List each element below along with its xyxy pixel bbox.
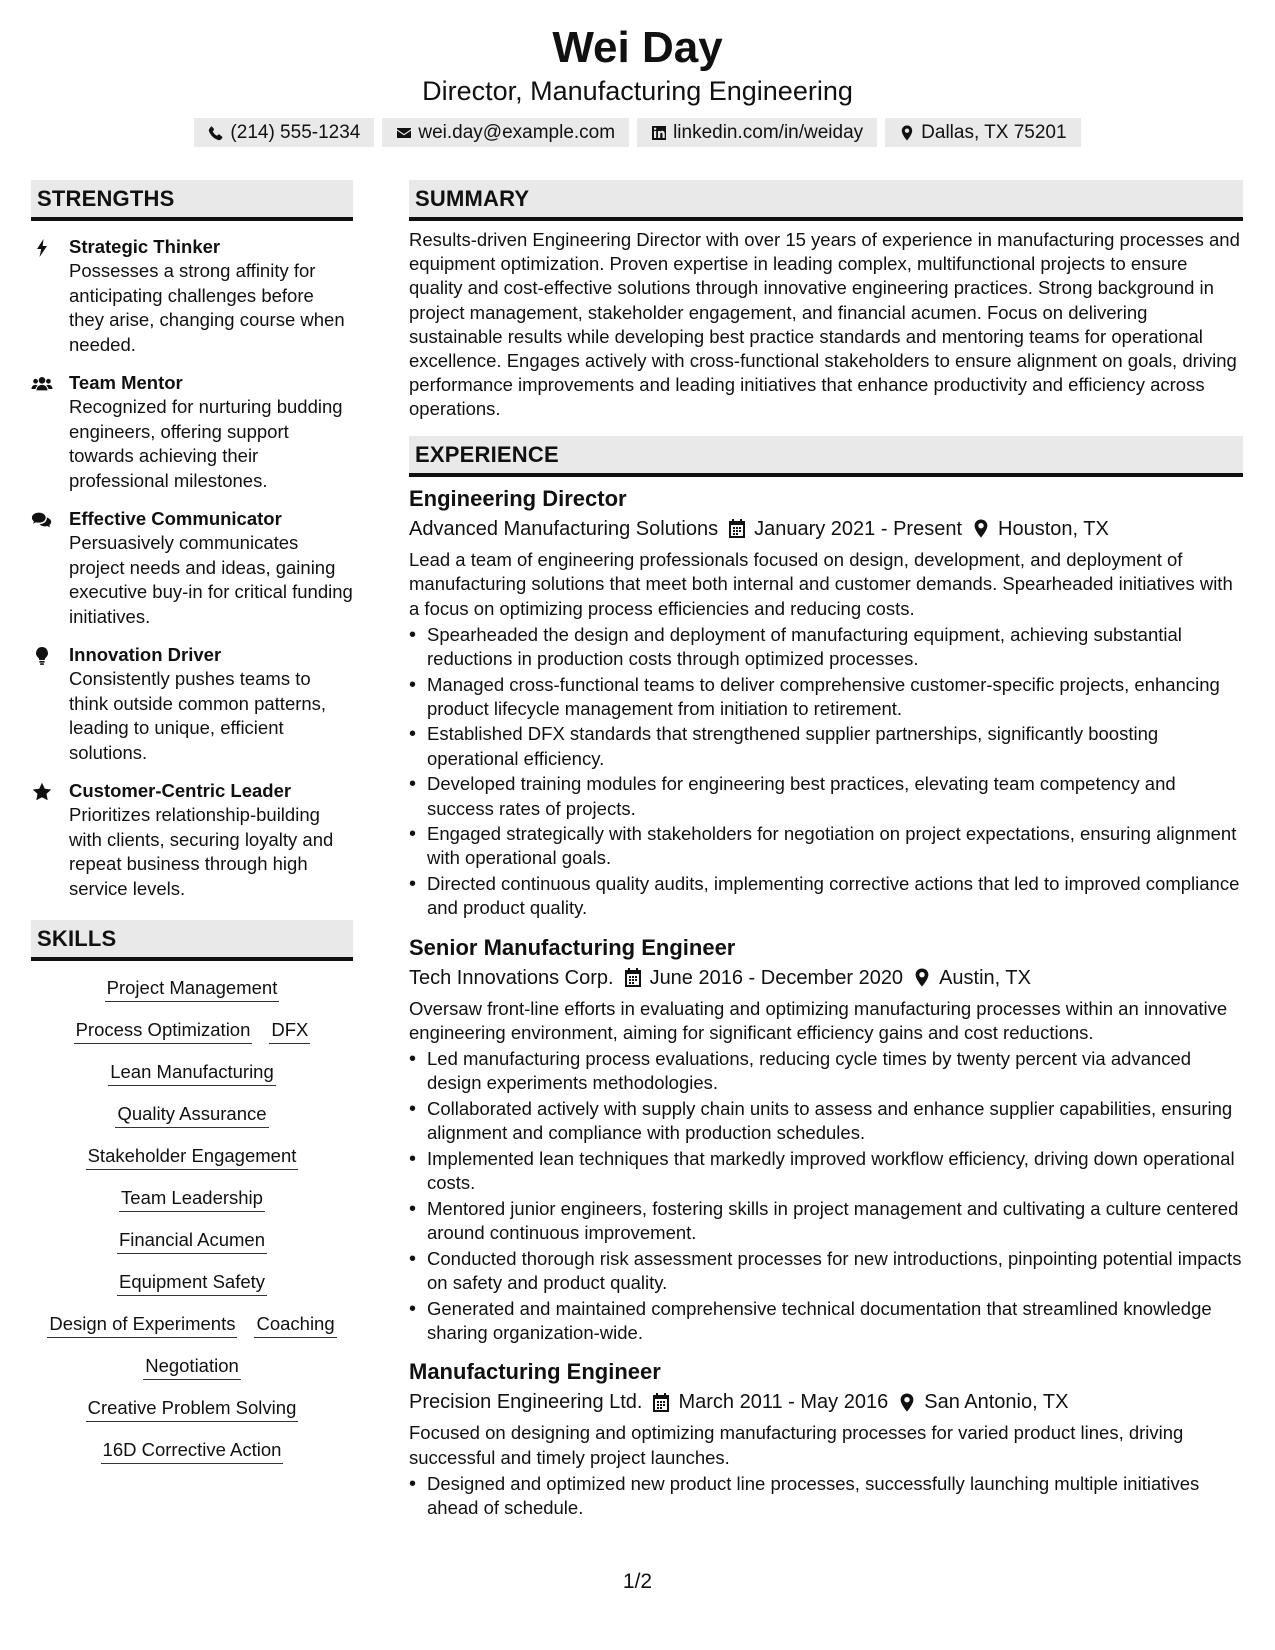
strength-title: Innovation Driver xyxy=(69,644,222,665)
strength-desc: Consistently pushes teams to think outside common patterns, leading to unique, efficient solutions. xyxy=(69,668,327,763)
lightbulb-icon xyxy=(31,646,53,666)
skills-heading: SKILLS xyxy=(31,920,353,961)
strength-item xyxy=(31,507,353,629)
contact-linkedin[interactable] xyxy=(637,118,877,147)
strength-title: Effective Communicator xyxy=(69,508,282,529)
bullet-item: • Conducted thorough risk assessment processes for new introductions, pinpointing potential impacts on safety and product quality. xyxy=(427,1247,1243,1295)
left-column xyxy=(31,180,353,1464)
skill-tag: Lean Manufacturing xyxy=(108,1059,276,1086)
page-indicator: 1/2 xyxy=(622,1570,653,1593)
job-dates: January 2021 - Present xyxy=(754,517,962,540)
job-meta xyxy=(409,963,1243,993)
bullet-item: • Mentored junior engineers, fostering skills in project management and cultivating a culture centered around continuous improvement. xyxy=(427,1197,1243,1245)
contact-email[interactable] xyxy=(382,118,629,147)
skill-tag: Project Management xyxy=(105,975,280,1002)
users-icon xyxy=(31,374,53,394)
location-text: Dallas, TX 75201 xyxy=(921,122,1067,143)
bullet-item: • Spearheaded the design and deployment of manufacturing equipment, achieving substantial reductions in production costs through optimized processes. xyxy=(427,623,1243,671)
resume-header xyxy=(0,22,1275,147)
skills-list xyxy=(31,975,353,1464)
strength-desc: Persuasively communicates project needs and ideas, gaining executive buy-in for critical funding initiatives. xyxy=(69,532,353,627)
experience-heading: EXPERIENCE xyxy=(409,436,1243,477)
skill-tag: Creative Problem Solving xyxy=(86,1395,299,1422)
skill-tag: Equipment Safety xyxy=(117,1269,267,1296)
contact-bar xyxy=(0,118,1275,147)
company-name: Precision Engineering Ltd. xyxy=(409,1391,643,1413)
bullet-item: • Implemented lean techniques that markedly improved workflow efficiency, driving down operational costs. xyxy=(427,1147,1243,1195)
phone-icon xyxy=(208,125,224,141)
calendar-icon xyxy=(624,968,642,987)
strength-item xyxy=(31,235,353,357)
linkedin-icon xyxy=(651,125,667,141)
skill-tag: Negotiation xyxy=(143,1353,241,1380)
job-bullets xyxy=(409,1472,1243,1520)
job-location: San Antonio, TX xyxy=(924,1391,1069,1413)
job-location: Houston, TX xyxy=(998,517,1109,540)
map-marker-icon xyxy=(899,125,915,141)
job-description: Oversaw front-line efforts in evaluating and optimizing manufacturing processes within an innovative engineering environment, aiming for significant efficiency gains and cost reductions. xyxy=(409,997,1228,1044)
right-column xyxy=(409,180,1243,1520)
contact-location xyxy=(885,118,1080,147)
star-icon xyxy=(31,782,53,802)
job-entry xyxy=(409,1357,1243,1520)
job-meta xyxy=(409,1387,1243,1417)
skill-tag: 16D Corrective Action xyxy=(101,1437,284,1464)
skill-tag: Stakeholder Engagement xyxy=(86,1143,299,1170)
contact-phone[interactable] xyxy=(194,118,374,147)
strength-item xyxy=(31,643,353,765)
bolt-icon xyxy=(31,238,53,258)
strength-item xyxy=(31,779,353,901)
bullet-item: • Managed cross-functional teams to deliver comprehensive customer-specific projects, enhancing product lifecycle management from initiation to retirement. xyxy=(427,673,1243,721)
company-name: Tech Innovations Corp. xyxy=(409,966,614,989)
job-bullets xyxy=(409,1047,1243,1345)
job-description: Lead a team of engineering professionals focused on design, development, and deployment of manufacturing solutions that meet both internal and customer demands. Spearheaded initiatives with a focus on optimizing process efficiencies and reducing costs. xyxy=(409,548,1233,619)
bullet-item: • Designed and optimized new product line processes, successfully launching multiple initiatives ahead of schedule. xyxy=(427,1472,1243,1520)
map-marker-icon xyxy=(972,519,990,538)
strength-desc: Recognized for nurturing budding engineers, offering support towards achieving their professional milestones. xyxy=(69,396,343,491)
map-marker-icon xyxy=(913,968,931,987)
job-entry xyxy=(409,933,1243,1345)
bullet-item: • Developed training modules for engineering best practices, elevating team competency and success rates of projects. xyxy=(427,772,1243,820)
bullet-item: • Collaborated actively with supply chain units to assess and enhance supplier capabilities, ensuring alignment and compliance with production schedules. xyxy=(427,1097,1243,1145)
skill-tag: DFX xyxy=(269,1017,310,1044)
job-title: Engineering Director xyxy=(409,485,627,511)
strength-title: Customer-Centric Leader xyxy=(69,780,292,801)
candidate-title: Director, Manufacturing Engineering xyxy=(422,76,853,106)
calendar-icon xyxy=(728,519,746,538)
email-text: wei.day@example.com xyxy=(418,122,616,143)
linkedin-text: linkedin.com/in/weiday xyxy=(673,122,864,143)
envelope-icon xyxy=(396,125,412,141)
summary-heading: SUMMARY xyxy=(409,180,1243,221)
comments-icon xyxy=(31,510,53,530)
job-title: Senior Manufacturing Engineer xyxy=(409,934,736,960)
job-dates: June 2016 - December 2020 xyxy=(649,966,904,989)
skill-tag: Quality Assurance xyxy=(115,1101,268,1128)
job-bullets xyxy=(409,623,1243,921)
bullet-item: • Engaged strategically with stakeholders for negotiation on project expectations, ensuring alignment with operational goals. xyxy=(427,822,1243,870)
bullet-item: • Led manufacturing process evaluations, reducing cycle times by twenty percent via advanced design experiments methodologies. xyxy=(427,1047,1243,1095)
company-name: Advanced Manufacturing Solutions xyxy=(409,517,719,540)
strength-item xyxy=(31,371,353,493)
phone-text: (214) 555-1234 xyxy=(230,122,361,143)
bullet-item: • Directed continuous quality audits, implementing corrective actions that led to improved compliance and product quality. xyxy=(427,872,1243,920)
strengths-heading: STRENGTHS xyxy=(31,180,353,221)
job-title: Manufacturing Engineer xyxy=(409,1359,661,1384)
job-description: Focused on designing and optimizing manufacturing processes for varied product lines, driving successful and timely project launches. xyxy=(409,1422,1184,1468)
candidate-name: Wei Day xyxy=(552,23,723,72)
job-location: Austin, TX xyxy=(939,966,1031,989)
skill-tag: Coaching xyxy=(254,1311,336,1338)
bullet-item: • Generated and maintained comprehensive technical documentation that streamlined knowledge sharing organization-wide. xyxy=(427,1297,1243,1345)
map-marker-icon xyxy=(898,1393,916,1412)
job-entry xyxy=(409,484,1243,921)
skill-tag: Process Optimization xyxy=(74,1017,253,1044)
skill-tag: Design of Experiments xyxy=(47,1311,237,1338)
strength-desc: Possesses a strong affinity for anticipating challenges before they arise, changing course when needed. xyxy=(69,260,345,355)
job-dates: March 2011 - May 2016 xyxy=(678,1391,889,1413)
strength-title: Strategic Thinker xyxy=(69,236,221,257)
strength-title: Team Mentor xyxy=(69,372,183,393)
job-meta xyxy=(409,514,1243,544)
strength-desc: Prioritizes relationship-building with clients, securing loyalty and repeat business through high service levels. xyxy=(69,804,334,899)
calendar-icon xyxy=(652,1393,670,1412)
skill-tag: Team Leadership xyxy=(119,1185,265,1212)
summary-text: Results-driven Engineering Director with over 15 years of experience in manufacturing processes and equipment optimization. Proven expertise in leading complex, multifunctional projects to ensure quality and cost-effective solutions through innovative engineering practices. Strong background in project management, stakeholder engagement, and financial acumen. Focus on delivering sustainable results while developing best practice standards and mentoring teams for operational excellence. Engages actively with cross-functional stakeholders to ensure alignment on goals, driving performance improvements and leading initiatives that enhance productivity and efficiency across operations. xyxy=(409,229,1240,420)
bullet-item: • Established DFX standards that strengthened supplier partnerships, significantly boosting operational efficiency. xyxy=(427,722,1243,770)
skill-tag: Financial Acumen xyxy=(117,1227,267,1254)
